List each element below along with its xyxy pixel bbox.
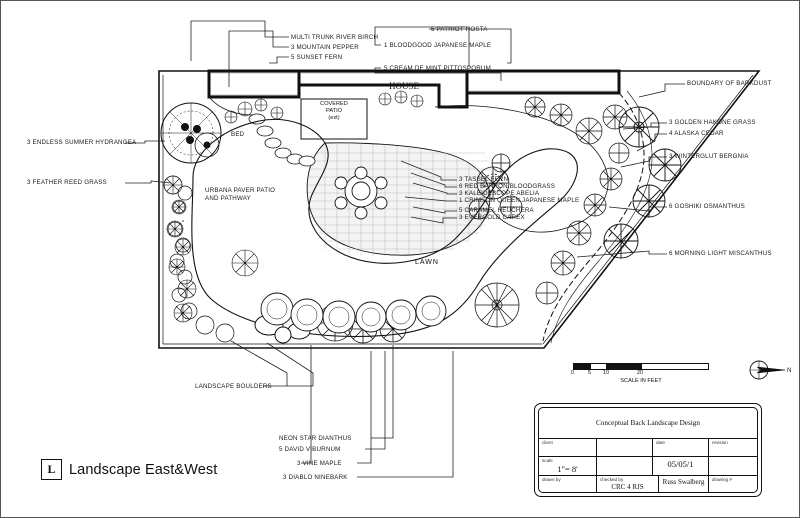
- callout-top-4: 1 BLOODGOOD JAPANESE MAPLE: [384, 42, 492, 49]
- title-block-row-3: [539, 476, 757, 493]
- callout-top-5: 5 CREAM DE MINT PITTOSPORUM: [384, 65, 491, 72]
- title-block-revision-value-cell: [709, 457, 757, 475]
- callout-bottom-0: LANDSCAPE BOULDERS: [195, 383, 272, 390]
- callout-center-1: 6 RED BARRON BLOODGRASS: [459, 183, 556, 190]
- callout-bottom-3: 3 VINE MAPLE: [297, 460, 342, 467]
- title-block-scale-key: scale: [542, 457, 553, 463]
- callout-center-2: 3 KALEIDESCOPE ABELIA: [459, 190, 540, 197]
- callout-right-4: 6 GOSHIKI OSMANTHUS: [669, 203, 745, 210]
- scale-bar-numbers: [573, 370, 713, 377]
- title-block-checked-by-value-cell: [659, 476, 709, 493]
- callout-right-0: BOUNDARY OF BARKDUST: [687, 80, 772, 87]
- title-block-drawing-no-key: drawing #: [712, 476, 732, 482]
- callout-top-1: 3 MOUNTAIN PEPPER: [291, 44, 359, 51]
- logo-mark-icon: L: [41, 459, 62, 480]
- callout-right-2: 4 ALASKA CEDAR: [669, 130, 724, 137]
- scale-num-1: 5: [588, 370, 591, 376]
- title-block-drawn-by: [539, 476, 597, 493]
- callout-left-1: 3 FEATHER REED GRASS: [27, 179, 107, 186]
- title-block: [534, 403, 762, 497]
- callout-left-0: 3 ENDLESS SUMMER HYDRANGEA: [27, 139, 137, 146]
- logo-name-1: Landscape East: [69, 461, 175, 478]
- logo-name-2: West: [184, 461, 218, 478]
- lawn-label: LAWN: [415, 259, 439, 266]
- callout-right-3: 3 WINTERGLUT BERGNIA: [669, 153, 749, 160]
- callout-bottom-4: 3 DIABLO NINEBARK: [283, 474, 348, 481]
- title-block-scale-value: 1"= 8': [557, 463, 578, 474]
- callout-top-0: MULTI TRUNK RIVER BIRCH: [291, 34, 379, 41]
- title-block-revision: [709, 439, 757, 456]
- title-block-checked-by-value: Russ Swalberg: [662, 477, 705, 486]
- title-block-date-value: 05/05/1: [667, 458, 694, 469]
- scale-bar: [573, 363, 713, 384]
- callout-center-5: 3 EVERGOLD CAREX: [459, 214, 525, 221]
- title-block-date-value-cell: [653, 457, 709, 475]
- logo-amp: &: [174, 461, 185, 478]
- house-label: HOUSE: [389, 81, 420, 91]
- scale-num-3: 20: [637, 370, 643, 376]
- north-arrow-icon: [743, 353, 789, 387]
- logo-text: [69, 462, 217, 478]
- title-block-title: Conceptual Back Landscape Design: [539, 408, 757, 439]
- title-block-revision-key: revision: [712, 440, 728, 445]
- callout-center-3: 1 CRIMSON QUEEN JAPANESE MAPLE: [459, 197, 580, 204]
- title-block-date-key: date: [656, 440, 665, 445]
- callout-bottom-2: 5 DAVID VIBURNUM: [279, 446, 341, 453]
- north-arrow-label: N: [787, 367, 792, 374]
- title-block-scale: [539, 457, 597, 475]
- title-block-drawn-by-value: CRC 4 RJS: [611, 482, 644, 491]
- title-block-client-key: client: [542, 440, 553, 445]
- callout-bottom-1: NEON STAR DIANTHUS: [279, 435, 352, 442]
- scale-num-0: 0: [571, 370, 574, 376]
- title-block-client: [539, 439, 597, 456]
- callout-top-2: 5 SUNSET FERN: [291, 54, 343, 61]
- title-block-checked-by-key: checked by: [600, 476, 624, 482]
- title-block-checked-by: [597, 476, 659, 493]
- title-block-spacer-1: [597, 439, 653, 456]
- covered-patio-line2: PATIO: [326, 108, 342, 114]
- scale-bar-ticks: [573, 363, 709, 370]
- title-block-row-1: [539, 439, 757, 457]
- title-block-row-2: [539, 457, 757, 476]
- bed-label: BED: [231, 131, 245, 138]
- paver-patio-label-line1: URBANA PAVER PATIO: [205, 187, 276, 194]
- callout-right-1: 3 GOLDEN HAKONE GRASS: [669, 119, 756, 126]
- company-logo[interactable]: [41, 459, 217, 480]
- covered-patio-line1: COVERED: [320, 101, 348, 107]
- title-block-spacer-2: [597, 457, 653, 475]
- title-block-date: [653, 439, 709, 456]
- callout-right-5: 6 MORNING LIGHT MISCANTHUS: [669, 250, 772, 257]
- title-block-drawn-by-key: drawn by: [542, 476, 561, 482]
- covered-patio-line3: (ext): [328, 115, 340, 121]
- scale-num-2: 10: [603, 370, 609, 376]
- callout-top-3: 6 PATRIOT HOSTA: [431, 26, 488, 33]
- callout-center-4: 5 CARAMEL HEUCHERA: [459, 207, 534, 214]
- scale-bar-caption: SCALE IN FEET: [620, 378, 662, 384]
- paver-patio-label-line2: AND PATHWAY: [205, 195, 251, 202]
- title-block-drawing-no: [709, 476, 757, 493]
- callout-center-0: 3 TASSEL FERN: [459, 176, 509, 183]
